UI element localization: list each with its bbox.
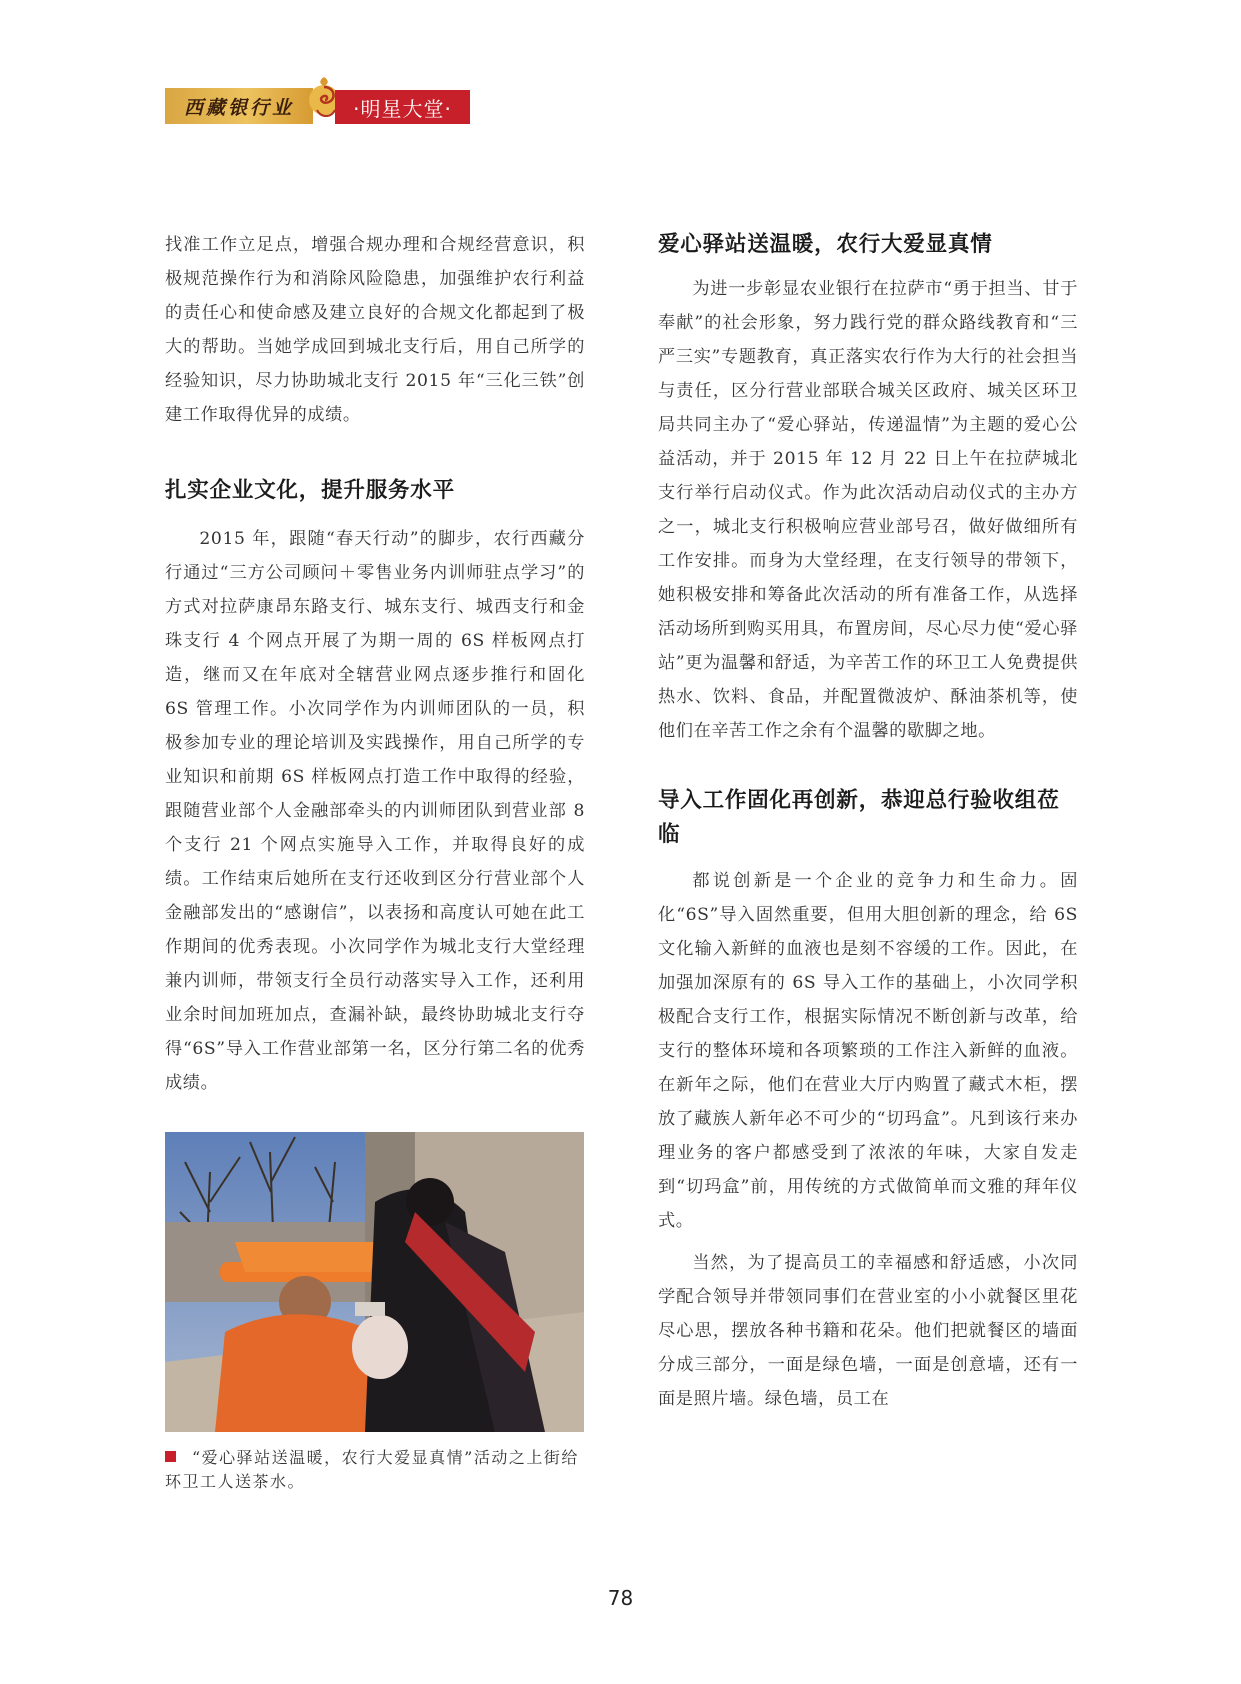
photo-caption	[165, 1446, 585, 1494]
culture-paragraph: 2015 年，跟随“春天行动”的脚步，农行西藏分行通过“三方公司顾问＋零售业务内训师驻点学习”的方式对拉萨康昂东路支行、城东支行、城西支行和金珠支行 4 个网点开展了为期一周的 6S 样板网点打造，继而又在年底对全辖营业网点逐步推行和固化 6S 管理工作。小次同学作为内训师团队的一员，积极参加专业的理论培训及实践操作，用自己所学的专业知识和前期 6S 样板网点打造工作中取得的经验，跟随营业部个人金融部牵头的内训师团队到营业部 8 个支行 21 个网点实施导入工作，并取得良好的成绩。工作结束后她所在支行还收到区分行营业部个人金融部发出的“感谢信”，以表扬和高度认可她在此工作期间的优秀表现。小次同学作为城北支行大堂经理兼内训师，带领支行全员行动落实导入工作，还利用业余时间加班加点，查漏补缺，最终协助城北支行夺得“6S”导入工作营业部第一名，区分行第二名的优秀成绩。	[165, 529, 585, 1093]
love-station-paragraph: 为进一步彰显农业银行在拉萨市“勇于担当、甘于奉献”的社会形象，努力践行党的群众路线教育和“三严三实”专题教育，真正落实农行作为大行的社会担当与责任，区分行营业部联合城关区政府、城关区环卫局共同主办了“爱心驿站，传递温情”为主题的爱心公益活动，并于 2015 年 12 月 22 日上午在拉萨城北支行举行启动仪式。作为此次活动启动仪式的主办方之一，城北支行积极响应营业部号召，做好做细所有工作安排。而身为大堂经理，在支行领导的带领下，她积极安排和筹备此次活动的所有准备工作，从选择活动场所到购买用具，布置房间，尽心尽力使“爱心驿站”更为温馨和舒适，为辛苦工作的环卫工人免费提供热水、饮料、食品，并配置微波炉、酥油茶机等，使他们在辛苦工作之余有个温馨的歇脚之地。	[658, 279, 1078, 741]
page-number: 78	[607, 1586, 634, 1610]
caption-marker-icon	[165, 1451, 176, 1462]
staff-welfare-paragraph: 当然，为了提高员工的幸福感和舒适感，小次同学配合领导并带领同事们在营业室的小小就餐区里花尽心思，摆放各种书籍和花朵。他们把就餐区的墙面分成三部分，一面是绿色墙，一面是创意墙，还有一面是照片墙。绿色墙，员工在	[658, 1253, 1078, 1409]
section-heading-culture: 扎实企业文化，提升服务水平	[165, 478, 455, 503]
left-column	[165, 228, 585, 1100]
activity-photo	[165, 1132, 584, 1432]
section-heading-innovation: 导入工作固化再创新，恭迎总行验收组莅临	[658, 788, 1060, 847]
caption-text: “爱心驿站送温暖，农行大爱显真情”活动之上街给环卫工人送茶水。	[165, 1448, 579, 1491]
right-column	[658, 228, 1078, 1416]
section-heading-love-station: 爱心驿站送温暖，农行大爱显真情	[658, 232, 993, 257]
header-banner	[165, 88, 470, 124]
innovation-paragraph: 都说创新是一个企业的竞争力和生命力。固化“6S”导入固然重要，但用大胆创新的理念，给 6S 文化输入新鲜的血液也是刻不容缓的工作。因此，在加强加深原有的 6S 导入工作的基础上，小次同学积极配合支行工作，根据实际情况不断创新与改革，给支行的整体环境和各项繁琐的工作注入新鲜的血液。在新年之际，他们在营业大厅内购置了藏式木柜，摆放了藏族人新年必不可少的“切玛盒”。凡到该行来办理业务的客户都感受到了浓浓的年味，大家自发走到“切玛盒”前，用传统的方式做简单而文雅的拜年仪式。	[658, 871, 1078, 1231]
magazine-title-block	[165, 88, 313, 124]
magazine-title: 西藏银行业	[183, 96, 294, 119]
column-title-block	[335, 90, 470, 124]
column-title: ·明星大堂·	[353, 96, 452, 121]
intro-paragraph: 找准工作立足点，增强合规办理和合规经营意识，积极规范操作行为和消除风险隐患，加强维护农行利益的责任心和使命感及建立良好的合规文化都起到了极大的帮助。当她学成回到城北支行后，用自己所学的经验知识，尽力协助城北支行 2015 年“三化三铁”创建工作取得优异的成绩。	[165, 235, 585, 425]
